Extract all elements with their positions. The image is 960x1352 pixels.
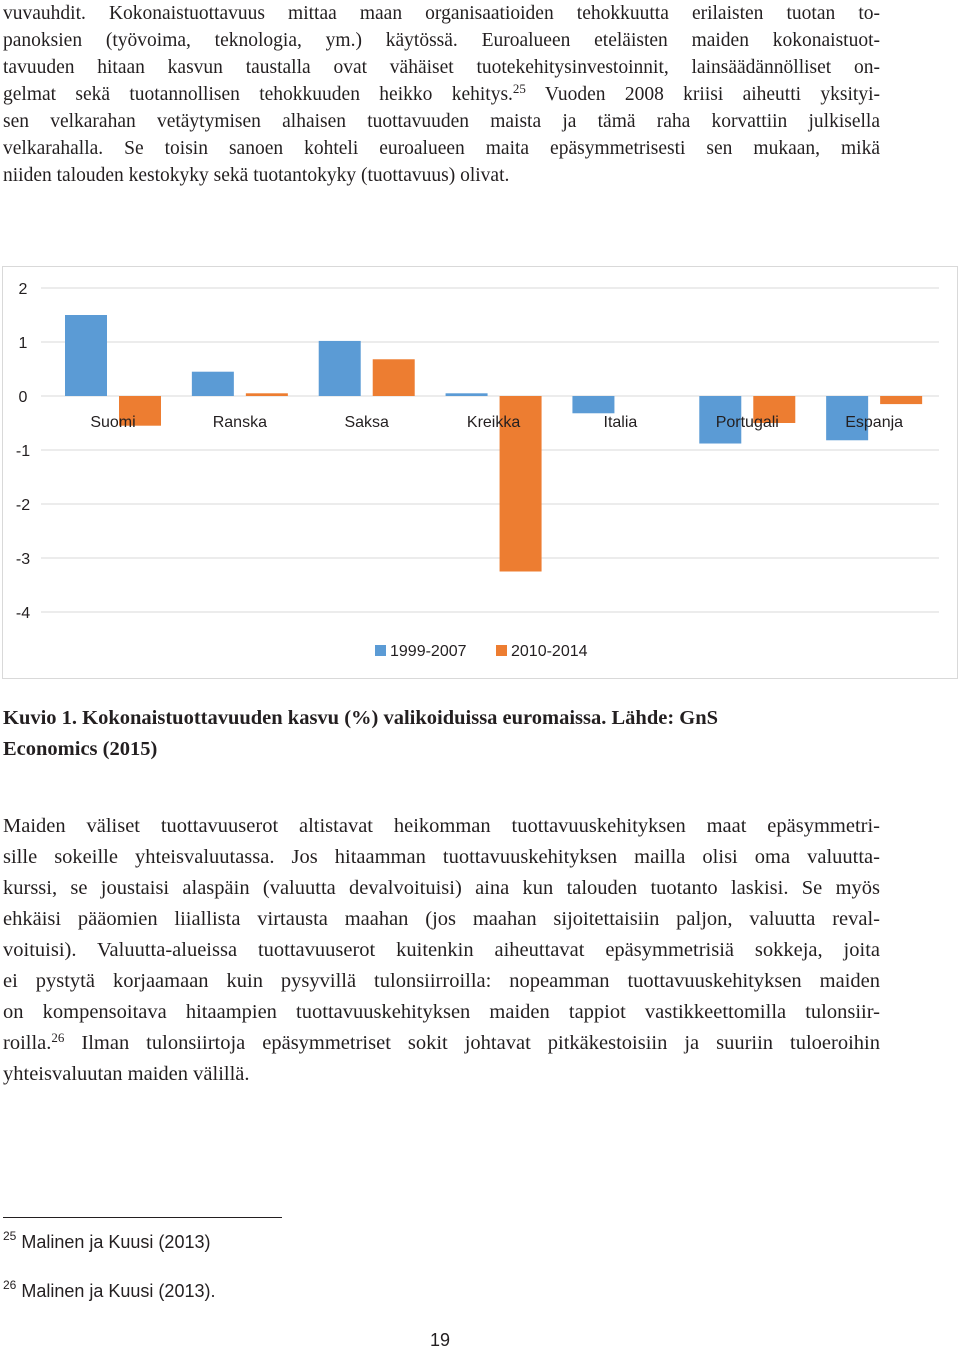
bar-saksa-2010-2014 — [373, 359, 415, 396]
body-line-7: on kompensoitava hitaampien tuottavuuskehityksen maiden tappiot vastikkeettomilla tulonsiir- — [3, 1001, 880, 1023]
productivity-chart — [2, 266, 958, 679]
intro-paragraph — [3, 0, 880, 189]
y-tick-label: -1 — [15, 443, 31, 460]
category-label-ranska: Ranska — [212, 414, 267, 431]
body-line-6: ei pystytä korjaamaan kuin pysyvillä tulonsiirroilla: nopeamman tuottavuuskehityksen maiden — [3, 970, 880, 992]
footnote-26-text: Malinen ja Kuusi (2013). — [16, 1281, 216, 1301]
bar-ranska-2010-2014 — [246, 393, 288, 396]
footnote-divider — [3, 1217, 282, 1218]
category-label-saksa: Saksa — [344, 414, 389, 431]
bar-suomi-1999-2007 — [65, 315, 107, 396]
body-line-4: ehkäisi pääomien liiallista virtausta maahan (jos maahan sijoitettaisiin paljon, valuutta reval- — [3, 908, 880, 930]
category-label-suomi: Suomi — [90, 414, 136, 431]
footnote-ref-25[interactable]: 25 — [512, 81, 526, 96]
footnote-26 — [3, 1280, 215, 1302]
legend-label-2010-2014: 2010-2014 — [511, 643, 588, 660]
intro-line-4-start: gelmat sekä tuotannollisen tehokkuuden heikko kehitys. — [3, 84, 513, 105]
figure-caption — [3, 703, 880, 765]
body-line-2: sille sokeille yhteisvaluutassa. Jos hitaamman tuottavuuskehityksen mailla olisi oma valuutta- — [3, 846, 880, 868]
legend-label-1999-2007: 1999-2007 — [390, 643, 467, 660]
bar-kreikka-1999-2007 — [446, 393, 488, 396]
y-tick-label: 1 — [18, 335, 28, 352]
category-label-kreikka: Kreikka — [466, 414, 521, 431]
body-line-5: voituisi). Valuutta-alueissa tuottavuuserot kuitenkin aiheuttavat epäsymmetrisiä sokkeja, joita — [3, 939, 880, 961]
intro-line-4-rest: Vuoden 2008 kriisi aiheutti yksityi- — [525, 84, 880, 105]
intro-line-4 — [3, 81, 880, 108]
y-tick-label: -3 — [15, 551, 31, 568]
category-label-portugali: Portugali — [715, 414, 779, 431]
bar-italia-1999-2007 — [572, 396, 614, 413]
legend-swatch-2010-2014 — [496, 645, 507, 656]
bar-saksa-1999-2007 — [319, 341, 361, 396]
chart-svg — [3, 267, 959, 680]
body-line-3: kurssi, se joustaisi alaspäin (valuutta devalvoituisi) aina kun talouden tuotanto laskisi. Se myös — [3, 877, 880, 899]
footnote-25-text: Malinen ja Kuusi (2013) — [16, 1232, 211, 1252]
intro-line-5: sen velkarahan vetäytymisen alhaisen tuottavuuden maista ja tämä raha korvattiin julkisella — [3, 111, 880, 132]
body-paragraph — [3, 811, 880, 1090]
category-label-espanja: Espanja — [845, 414, 904, 431]
footnote-26-number: 26 — [3, 1278, 17, 1292]
body-line-8-rest: Ilman tulonsiirtoja epäsymmetriset sokit johtavat pitkäkestoisiin ja suuriin tuloeroihin — [64, 1032, 880, 1054]
legend-swatch-1999-2007 — [375, 645, 386, 656]
y-tick-label: -4 — [15, 605, 31, 622]
body-line-8-start: roilla. — [3, 1032, 52, 1054]
intro-line-7: niiden talouden kestokyky sekä tuotantokyky (tuottavuus) olivat. — [3, 165, 510, 186]
caption-line-1: Kuvio 1. Kokonaistuottavuuden kasvu (%) valikoiduissa euromaissa. Lähde: GnS — [3, 707, 719, 729]
y-tick-label: 2 — [18, 281, 28, 298]
footnote-25-number: 25 — [3, 1229, 17, 1243]
bar-espanja-2010-2014 — [880, 396, 922, 404]
page-number: 19 — [429, 1330, 451, 1350]
bar-ranska-1999-2007 — [192, 372, 234, 396]
y-tick-label: -2 — [15, 497, 31, 514]
intro-line-1: vuvauhdit. Kokonaistuottavuus mittaa maan organisaatioiden tehokkuutta erilaisten tuotan to- — [3, 3, 880, 24]
category-label-italia: Italia — [603, 414, 638, 431]
footnote-25 — [3, 1231, 210, 1253]
body-line-8 — [3, 1028, 880, 1059]
footnote-ref-26[interactable]: 26 — [51, 1030, 65, 1045]
intro-line-2: panoksien (työvoima, teknologia, ym.) käytössä. Euroalueen eteläisten maiden kokonaistuot- — [3, 30, 880, 51]
body-line-1: Maiden väliset tuottavuuserot altistavat heikomman tuottavuuskehityksen maat epäsymmetri- — [3, 815, 880, 837]
intro-line-3: tavuuden hitaan kasvun taustalla ovat vähäiset tuotekehitysinvestoinnit, lainsäädännölliset on- — [3, 57, 880, 78]
y-tick-label: 0 — [18, 389, 28, 406]
intro-line-6: velkarahalla. Se toisin sanoen kohteli euroalueen maita epäsymmetrisesti sen mukaan, mikä — [3, 138, 880, 159]
caption-line-2: Economics (2015) — [3, 738, 158, 760]
body-line-9: yhteisvaluutan maiden välillä. — [3, 1063, 250, 1085]
